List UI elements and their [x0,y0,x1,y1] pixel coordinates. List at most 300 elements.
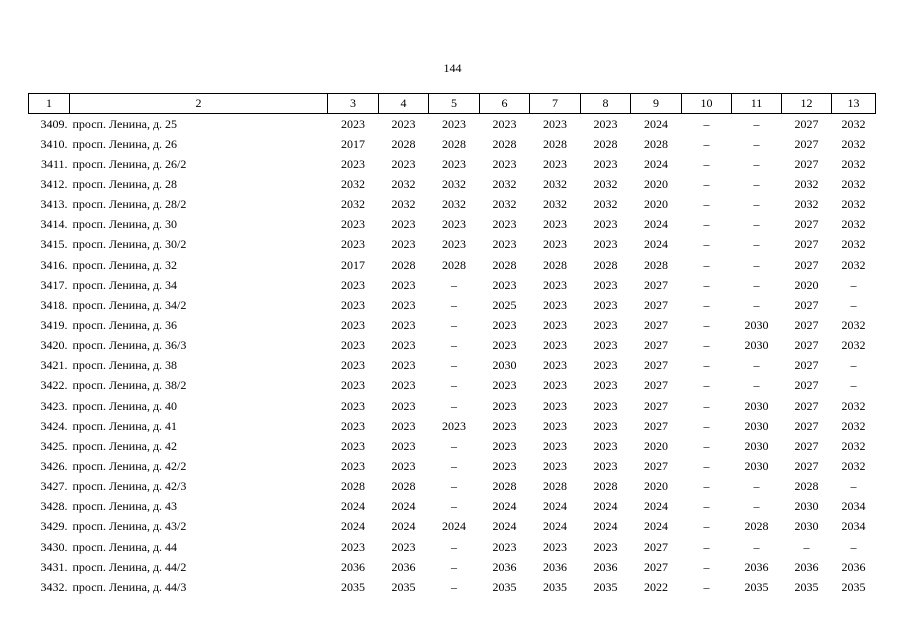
year-cell-col-12: 2027 [794,317,819,332]
address-cell: просп. Ленина, д. 36 [72,317,178,332]
year-cell-col-5: – [451,317,457,332]
year-cell-col-9: 2028 [644,257,668,272]
column-header-9: 9 [631,94,682,114]
year-cell-col-13: 2032 [841,317,866,332]
year-cell-col-10: – [703,458,710,473]
year-cell-col-9: 2020 [644,176,668,191]
year-cell-col-4: 2023 [391,418,416,433]
column-header-4: 4 [379,94,429,114]
year-cell-col-8: 2023 [593,277,618,292]
year-cell-col-9: 2024 [644,116,668,131]
row-number: 3428. [40,499,68,514]
year-cell-col-12: 2027 [794,257,819,272]
year-cell-col-6: 2023 [492,237,517,252]
year-cell-col-13: – [850,479,857,494]
table-row [29,215,876,235]
year-cell-col-6: 2028 [492,136,517,151]
table-row [29,557,876,577]
year-cell-col-6: 2023 [492,458,517,473]
year-cell-col-7: 2032 [543,176,567,191]
year-cell-col-6: 2023 [492,338,517,353]
year-cell-col-6: 2023 [492,398,517,413]
year-cell-col-9: 2024 [644,156,668,171]
row-number: 3431. [40,559,68,574]
year-cell-col-5: – [451,277,457,292]
year-cell-col-3: 2023 [341,358,365,373]
column-header-7: 7 [530,94,581,114]
row-number: 3421. [40,358,68,373]
year-cell-col-13: 2032 [841,156,866,171]
year-cell-col-3: 2017 [341,136,365,151]
year-cell-col-9: 2027 [644,458,668,473]
year-cell-col-5: 2023 [442,116,466,131]
year-cell-col-10: – [703,176,710,191]
year-cell-col-5: – [451,559,457,574]
address-cell: просп. Ленина, д. 44/2 [72,559,187,574]
table-row [29,174,876,194]
year-cell-col-13: 2036 [841,559,866,574]
row-number: 3409. [40,116,68,131]
year-cell-col-9: 2024 [644,499,668,514]
year-cell-col-11: – [753,217,760,232]
year-cell-col-11: – [753,136,760,151]
year-cell-col-7: 2023 [543,398,567,413]
year-cell-col-12: 2032 [794,197,819,212]
year-cell-col-10: – [703,297,710,312]
year-cell-col-3: 2023 [341,418,365,433]
data-table [28,93,876,597]
year-cell-col-6: 2025 [492,297,517,312]
year-cell-col-13: – [850,358,857,373]
address-cell: просп. Ленина, д. 28/2 [72,197,187,212]
year-cell-col-6: 2023 [492,317,517,332]
year-cell-col-7: 2024 [543,519,567,534]
column-header-8: 8 [581,94,631,114]
year-cell-col-12: 2027 [794,116,819,131]
year-cell-col-6: 2036 [492,559,517,574]
year-cell-col-5: 2023 [442,156,466,171]
year-cell-col-3: 2023 [341,317,365,332]
year-cell-col-13: 2034 [841,519,866,534]
year-cell-col-4: 2036 [391,559,416,574]
year-cell-col-9: 2027 [644,418,668,433]
year-cell-col-10: – [703,539,710,554]
address-cell: просп. Ленина, д. 42/3 [72,479,187,494]
year-cell-col-11: 2030 [744,338,769,353]
table-row [29,114,876,135]
address-cell: просп. Ленина, д. 30 [72,217,178,232]
year-cell-col-6: 2023 [492,438,517,453]
row-number: 3417. [40,277,68,292]
year-cell-col-10: – [703,317,710,332]
row-number: 3426. [40,458,68,473]
address-cell: просп. Ленина, д. 40 [72,398,178,413]
table-row [29,577,876,597]
year-cell-col-6: 2024 [492,499,517,514]
address-cell: просп. Ленина, д. 38/2 [72,378,187,393]
address-cell: просп. Ленина, д. 44 [72,539,178,554]
year-cell-col-3: 2023 [341,378,365,393]
year-cell-col-5: 2023 [442,418,466,433]
year-cell-col-8: 2028 [593,479,618,494]
year-cell-col-11: 2030 [744,418,769,433]
year-cell-col-11: 2028 [744,519,769,534]
year-cell-col-6: 2023 [492,277,517,292]
year-cell-col-8: 2028 [593,136,618,151]
year-cell-col-7: 2023 [543,418,567,433]
year-cell-col-4: 2023 [391,217,416,232]
year-cell-col-4: 2023 [391,358,416,373]
year-cell-col-3: 2028 [341,479,365,494]
year-cell-col-12: 2035 [794,579,819,594]
year-cell-col-9: 2027 [644,398,668,413]
year-cell-col-9: 2020 [644,197,668,212]
year-cell-col-9: 2024 [644,217,668,232]
year-cell-col-12: 2027 [794,297,819,312]
year-cell-col-11: – [753,197,760,212]
year-cell-col-10: – [703,398,710,413]
year-cell-col-7: 2023 [543,156,567,171]
year-cell-col-3: 2024 [341,519,365,534]
table-row [29,315,876,335]
year-cell-col-7: 2023 [543,297,567,312]
year-cell-col-11: 2030 [744,458,769,473]
row-number: 3410. [40,136,68,151]
year-cell-col-4: 2024 [391,519,416,534]
table-row [29,537,876,557]
table-row [29,154,876,174]
year-cell-col-10: – [703,418,710,433]
year-cell-col-9: 2027 [644,277,668,292]
column-header-2: 2 [70,94,328,114]
year-cell-col-11: – [753,156,760,171]
row-number: 3412. [40,176,68,191]
column-header-3: 3 [328,94,379,114]
year-cell-col-9: 2022 [644,579,668,594]
row-number: 3420. [40,338,68,353]
year-cell-col-12: 2032 [794,176,819,191]
row-number: 3432. [40,579,68,594]
year-cell-col-9: 2024 [644,519,668,534]
year-cell-col-12: 2027 [794,237,819,252]
year-cell-col-12: 2027 [794,338,819,353]
year-cell-col-10: – [703,338,710,353]
year-cell-col-8: 2032 [593,197,618,212]
table-header-row [29,94,876,114]
year-cell-col-12: 2027 [794,458,819,473]
year-cell-col-5: – [451,378,457,393]
year-cell-col-9: 2024 [644,237,668,252]
year-cell-col-4: 2023 [391,116,416,131]
year-cell-col-13: – [850,297,857,312]
year-cell-col-10: – [703,156,710,171]
address-cell: просп. Ленина, д. 26/2 [72,156,187,171]
table-row [29,517,876,537]
column-header-1: 1 [29,94,70,114]
address-cell: просп. Ленина, д. 28 [72,176,178,191]
table-row [29,295,876,315]
row-number: 3423. [40,398,68,413]
year-cell-col-13: 2032 [841,418,866,433]
row-number: 3413. [40,197,68,212]
year-cell-col-3: 2035 [341,579,365,594]
year-cell-col-4: 2023 [391,438,416,453]
year-cell-col-7: 2023 [543,217,567,232]
year-cell-col-6: 2035 [492,579,517,594]
column-header-10: 10 [682,94,732,114]
year-cell-col-5: – [451,398,457,413]
year-cell-col-4: 2023 [391,398,416,413]
year-cell-col-13: 2032 [841,217,866,232]
year-cell-col-6: 2023 [492,156,517,171]
year-cell-col-13: – [850,539,857,554]
year-cell-col-4: 2023 [391,338,416,353]
year-cell-col-4: 2032 [391,176,416,191]
year-cell-col-5: – [451,338,457,353]
year-cell-col-12: 2027 [794,438,819,453]
year-cell-col-9: 2020 [644,438,668,453]
year-cell-col-8: 2024 [593,499,618,514]
year-cell-col-12: 2030 [794,499,819,514]
table-row [29,356,876,376]
year-cell-col-8: 2023 [593,418,618,433]
address-cell: просп. Ленина, д. 43/2 [72,519,187,534]
year-cell-col-7: 2032 [543,197,567,212]
year-cell-col-7: 2023 [543,237,567,252]
address-cell: просп. Ленина, д. 26 [72,136,178,151]
year-cell-col-11: – [753,116,760,131]
year-cell-col-8: 2023 [593,237,618,252]
year-cell-col-4: 2032 [391,197,416,212]
year-cell-col-13: 2032 [841,257,866,272]
year-cell-col-11: – [753,479,760,494]
table-row [29,255,876,275]
address-cell: просп. Ленина, д. 44/3 [72,579,187,594]
year-cell-col-12: 2036 [794,559,819,574]
year-cell-col-6: 2023 [492,539,517,554]
year-cell-col-11: – [753,297,760,312]
year-cell-col-10: – [703,479,710,494]
year-cell-col-13: 2032 [841,176,866,191]
row-number: 3429. [40,519,68,534]
year-cell-col-3: 2036 [341,559,365,574]
table-row [29,416,876,436]
year-cell-col-13: 2032 [841,237,866,252]
year-cell-col-4: 2023 [391,539,416,554]
table-row [29,275,876,295]
year-cell-col-7: 2023 [543,338,567,353]
year-cell-col-5: 2023 [442,217,466,232]
year-cell-col-10: – [703,499,710,514]
year-cell-col-6: 2023 [492,418,517,433]
year-cell-col-12: 2020 [794,277,819,292]
year-cell-col-10: – [703,277,710,292]
year-cell-col-7: 2023 [543,116,567,131]
table-row [29,477,876,497]
year-cell-col-7: 2023 [543,317,567,332]
year-cell-col-11: – [753,277,760,292]
row-number: 3419. [40,317,68,332]
year-cell-col-12: 2027 [794,418,819,433]
address-cell: просп. Ленина, д. 38 [72,358,178,373]
year-cell-col-8: 2023 [593,317,618,332]
year-cell-col-3: 2017 [341,257,365,272]
year-cell-col-10: – [703,217,710,232]
year-cell-col-8: 2036 [593,559,618,574]
year-cell-col-7: 2023 [543,358,567,373]
year-cell-col-13: 2032 [841,398,866,413]
year-cell-col-11: 2036 [744,559,769,574]
year-cell-col-11: 2035 [744,579,769,594]
year-cell-col-7: 2036 [543,559,567,574]
year-cell-col-13: – [850,277,857,292]
year-cell-col-3: 2032 [341,197,365,212]
year-cell-col-11: – [753,257,760,272]
table-row [29,376,876,396]
row-number: 3411. [40,156,68,171]
year-cell-col-7: 2023 [543,438,567,453]
year-cell-col-5: 2028 [442,136,466,151]
year-cell-col-3: 2032 [341,176,365,191]
year-cell-col-13: 2032 [841,197,866,212]
year-cell-col-11: – [753,237,760,252]
year-cell-col-8: 2023 [593,116,618,131]
year-cell-col-4: 2023 [391,277,416,292]
year-cell-col-6: 2032 [492,176,517,191]
year-cell-col-10: – [703,559,710,574]
year-cell-col-11: – [753,176,760,191]
year-cell-col-9: 2027 [644,358,668,373]
year-cell-col-4: 2024 [391,499,416,514]
year-cell-col-6: 2023 [492,116,517,131]
year-cell-col-7: 2023 [543,277,567,292]
year-cell-col-9: 2027 [644,539,668,554]
column-header-6: 6 [480,94,530,114]
address-cell: просп. Ленина, д. 42/2 [72,458,187,473]
year-cell-col-7: 2023 [543,458,567,473]
year-cell-col-6: 2024 [492,519,517,534]
year-cell-col-5: – [451,539,457,554]
year-cell-col-5: – [451,499,457,514]
year-cell-col-3: 2023 [341,398,365,413]
year-cell-col-3: 2023 [341,217,365,232]
year-cell-col-10: – [703,237,710,252]
year-cell-col-5: 2028 [442,257,466,272]
year-cell-col-10: – [703,579,710,594]
year-cell-col-8: 2023 [593,358,618,373]
year-cell-col-8: 2023 [593,398,618,413]
year-cell-col-3: 2023 [341,237,365,252]
year-cell-col-8: 2023 [593,378,618,393]
year-cell-col-8: 2024 [593,519,618,534]
year-cell-col-13: 2032 [841,116,866,131]
year-cell-col-7: 2023 [543,378,567,393]
year-cell-col-10: – [703,378,710,393]
year-cell-col-3: 2023 [341,156,365,171]
address-cell: просп. Ленина, д. 36/3 [72,338,187,353]
year-cell-col-10: – [703,116,710,131]
year-cell-col-6: 2028 [492,479,517,494]
year-cell-col-8: 2032 [593,176,618,191]
year-cell-col-10: – [703,358,710,373]
table-row [29,436,876,456]
year-cell-col-8: 2035 [593,579,618,594]
address-cell: просп. Ленина, д. 41 [72,418,178,433]
row-number: 3415. [40,237,68,252]
year-cell-col-4: 2035 [391,579,416,594]
address-cell: просп. Ленина, д. 34 [72,277,178,292]
year-cell-col-12: – [803,539,810,554]
year-cell-col-4: 2028 [391,136,416,151]
year-cell-col-8: 2023 [593,217,618,232]
year-cell-col-3: 2023 [341,277,365,292]
year-cell-col-11: – [753,539,760,554]
year-cell-col-9: 2027 [644,559,668,574]
year-cell-col-10: – [703,136,710,151]
column-header-11: 11 [732,94,782,114]
year-cell-col-13: 2034 [841,499,866,514]
year-cell-col-12: 2027 [794,217,819,232]
year-cell-col-12: 2027 [794,398,819,413]
year-cell-col-12: 2027 [794,378,819,393]
year-cell-col-7: 2035 [543,579,567,594]
year-cell-col-5: 2032 [442,176,466,191]
row-number: 3416. [40,257,68,272]
year-cell-col-3: 2024 [341,499,365,514]
table-row [29,396,876,416]
year-cell-col-6: 2023 [492,378,517,393]
year-cell-col-3: 2023 [341,438,365,453]
address-cell: просп. Ленина, д. 43 [72,499,178,514]
year-cell-col-6: 2032 [492,197,517,212]
year-cell-col-13: – [850,378,857,393]
year-cell-col-10: – [703,197,710,212]
column-header-13: 13 [832,94,876,114]
year-cell-col-8: 2023 [593,438,618,453]
year-cell-col-4: 2028 [391,257,416,272]
column-header-5: 5 [429,94,480,114]
table-row [29,235,876,255]
year-cell-col-11: 2030 [744,317,769,332]
address-cell: просп. Ленина, д. 34/2 [72,297,187,312]
year-cell-col-11: 2030 [744,398,769,413]
year-cell-col-9: 2020 [644,479,668,494]
row-number: 3424. [40,418,68,433]
year-cell-col-3: 2023 [341,458,365,473]
year-cell-col-11: 2030 [744,438,769,453]
year-cell-col-6: 2023 [492,217,517,232]
year-cell-col-4: 2023 [391,237,416,252]
table-row [29,336,876,356]
page-number: 144 [443,61,462,75]
year-cell-col-13: 2032 [841,458,866,473]
row-number: 3422. [40,378,68,393]
year-cell-col-9: 2028 [644,136,668,151]
row-number: 3418. [40,297,68,312]
year-cell-col-13: 2035 [841,579,866,594]
year-cell-col-9: 2027 [644,378,668,393]
year-cell-col-10: – [703,438,710,453]
year-cell-col-8: 2023 [593,156,618,171]
year-cell-col-8: 2023 [593,458,618,473]
year-cell-col-8: 2023 [593,338,618,353]
year-cell-col-8: 2023 [593,297,618,312]
year-cell-col-5: 2032 [442,197,466,212]
year-cell-col-13: 2032 [841,136,866,151]
row-number: 3414. [40,217,68,232]
year-cell-col-9: 2027 [644,297,668,312]
year-cell-col-12: 2027 [794,156,819,171]
